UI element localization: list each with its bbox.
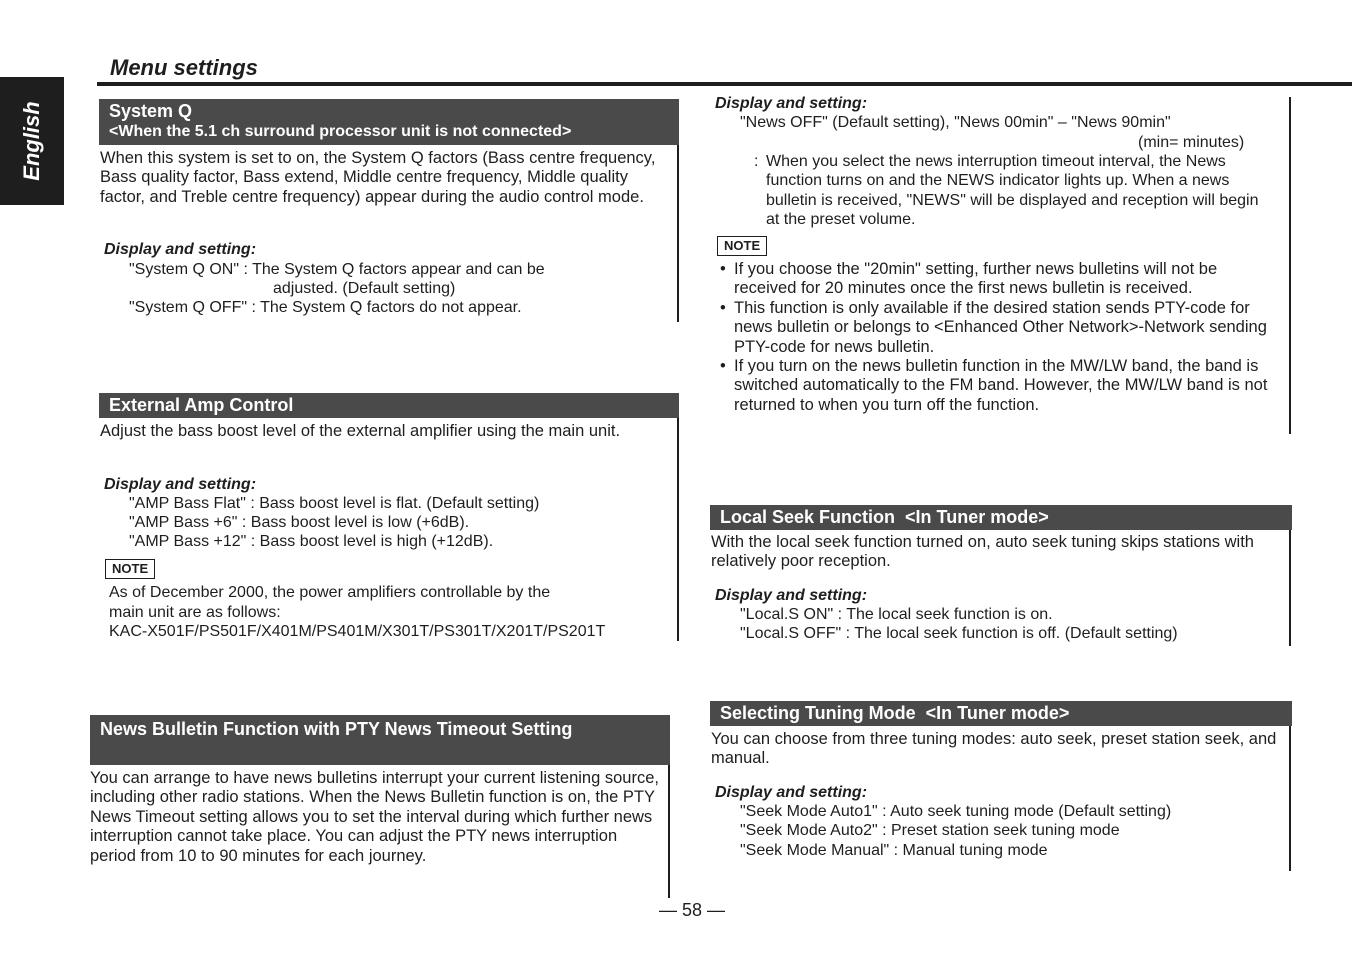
external-amp-display-label: Display and setting: [104, 476, 257, 493]
system-q-option: "System Q OFF" : The System Q factors do not appear. [129, 299, 522, 316]
system-q-option: "System Q ON" : The System Q factors appear and can be [129, 261, 545, 278]
system-q-option: adjusted. (Default setting) [273, 280, 456, 297]
local-seek-option: "Local.S ON" : The local seek function is on. [740, 606, 1053, 623]
news-display-rule [1289, 97, 1291, 434]
title-rule [97, 82, 1352, 86]
tuning-mode-title: Selecting Tuning Mode <In Tuner mode> [720, 703, 1070, 723]
tuning-mode-option: "Seek Mode Auto1" : Auto seek tuning mode (Default setting) [740, 803, 1172, 820]
tuning-mode-body: You can choose from three tuning modes: auto seek, preset station seek, and manual. [711, 730, 1277, 768]
system-q-title: System Q [109, 101, 193, 121]
system-q-display-label: Display and setting: [104, 241, 257, 258]
tuning-mode-option: "Seek Mode Manual" : Manual tuning mode [740, 842, 1048, 859]
tuning-mode-rule [1289, 701, 1291, 871]
external-amp-title: External Amp Control [109, 395, 294, 415]
news-bulletin-body: You can arrange to have news bulletins interrupt your current listening source, including other radio stations. When the News Bulletin function is on, the PTY News Timeout setting allows you to set the interval during which further news interruption cannot take place. You can adjust the PTY news interruption period from 10 to 90 minutes for each journey. [90, 769, 659, 865]
tuning-mode-display-label: Display and setting: [715, 784, 868, 801]
page-title: Menu settings [110, 55, 258, 80]
local-seek-body: With the local seek function turned on, auto seek tuning skips stations with relatively poor reception. [711, 533, 1254, 571]
local-seek-display-label: Display and setting: [715, 587, 868, 604]
system-q-body: When this system is set to on, the System Q factors (Bass centre frequency, Bass quality factor, Bass extend, Middle centre frequency, Middle quality factor, and Treble centre frequency) appear during the audio control mode. [100, 149, 656, 206]
external-amp-note-line: main unit are as follows: [109, 604, 281, 621]
language-tab [0, 77, 64, 205]
tuning-mode-heading [710, 701, 1292, 726]
news-note-item: • This function is only available if the desired station sends PTY-code for news bulletin or belongs to <Enhanced Other Network>-Network sending PTY-code for news bulletin. [717, 299, 1277, 357]
external-amp-body: Adjust the bass boost level of the external amplifier using the main unit. [100, 422, 621, 440]
news-note-item: • If you choose the "20min" setting, further news bulletins will not be received for 20 minutes once the first news bulletin is received. [717, 260, 1277, 299]
tuning-mode-option: "Seek Mode Auto2" : Preset station seek tuning mode [740, 822, 1120, 839]
language-label: English [19, 101, 44, 181]
news-note-list [717, 260, 1277, 415]
news-display-label: Display and setting: [715, 95, 868, 112]
system-q-subtitle: <When the 5.1 ch surround processor unit is not connected> [109, 123, 572, 140]
news-display-explanation: When you select the news interruption timeout interval, the News function turns on and the NEWS indicator lights up. When a news bulletin is received, "NEWS" will be displayed and reception will begin at the preset volume. [766, 153, 1259, 229]
news-display-colon: : [754, 153, 759, 170]
system-q-heading [99, 99, 679, 145]
external-amp-heading [99, 393, 679, 418]
external-amp-note-badge: NOTE [105, 559, 155, 579]
news-bulletin-heading [90, 715, 670, 765]
external-amp-rule [677, 393, 679, 641]
news-note-badge: NOTE [717, 236, 767, 256]
news-display-unit-note: (min= minutes) [1138, 134, 1245, 151]
news-note-item: • If you turn on the news bulletin function in the MW/LW band, the band is switched automatically to the FM band. However, the MW/LW band is not returned to when you turn off the function. [717, 357, 1277, 415]
local-seek-option: "Local.S OFF" : The local seek function is off. (Default setting) [740, 625, 1178, 642]
news-bulletin-title: News Bulletin Function with PTY News Timeout Setting [100, 719, 573, 739]
external-amp-option: "AMP Bass +6" : Bass boost level is low (+6dB). [129, 514, 470, 531]
local-seek-heading [710, 505, 1292, 530]
page-number: — 58 — [658, 900, 726, 920]
external-amp-option: "AMP Bass Flat" : Bass boost level is flat. (Default setting) [129, 495, 540, 512]
external-amp-note-line: KAC-X501F/PS501F/X401M/PS401M/X301T/PS301T/X201T/PS201T [109, 623, 606, 640]
external-amp-note-line: As of December 2000, the power amplifiers controllable by the [109, 584, 551, 601]
news-display-options: "News OFF" (Default setting), "News 00min" – "News 90min" [740, 114, 1171, 131]
external-amp-option: "AMP Bass +12" : Bass boost level is high (+12dB). [129, 533, 494, 550]
local-seek-title: Local Seek Function <In Tuner mode> [720, 507, 1049, 527]
